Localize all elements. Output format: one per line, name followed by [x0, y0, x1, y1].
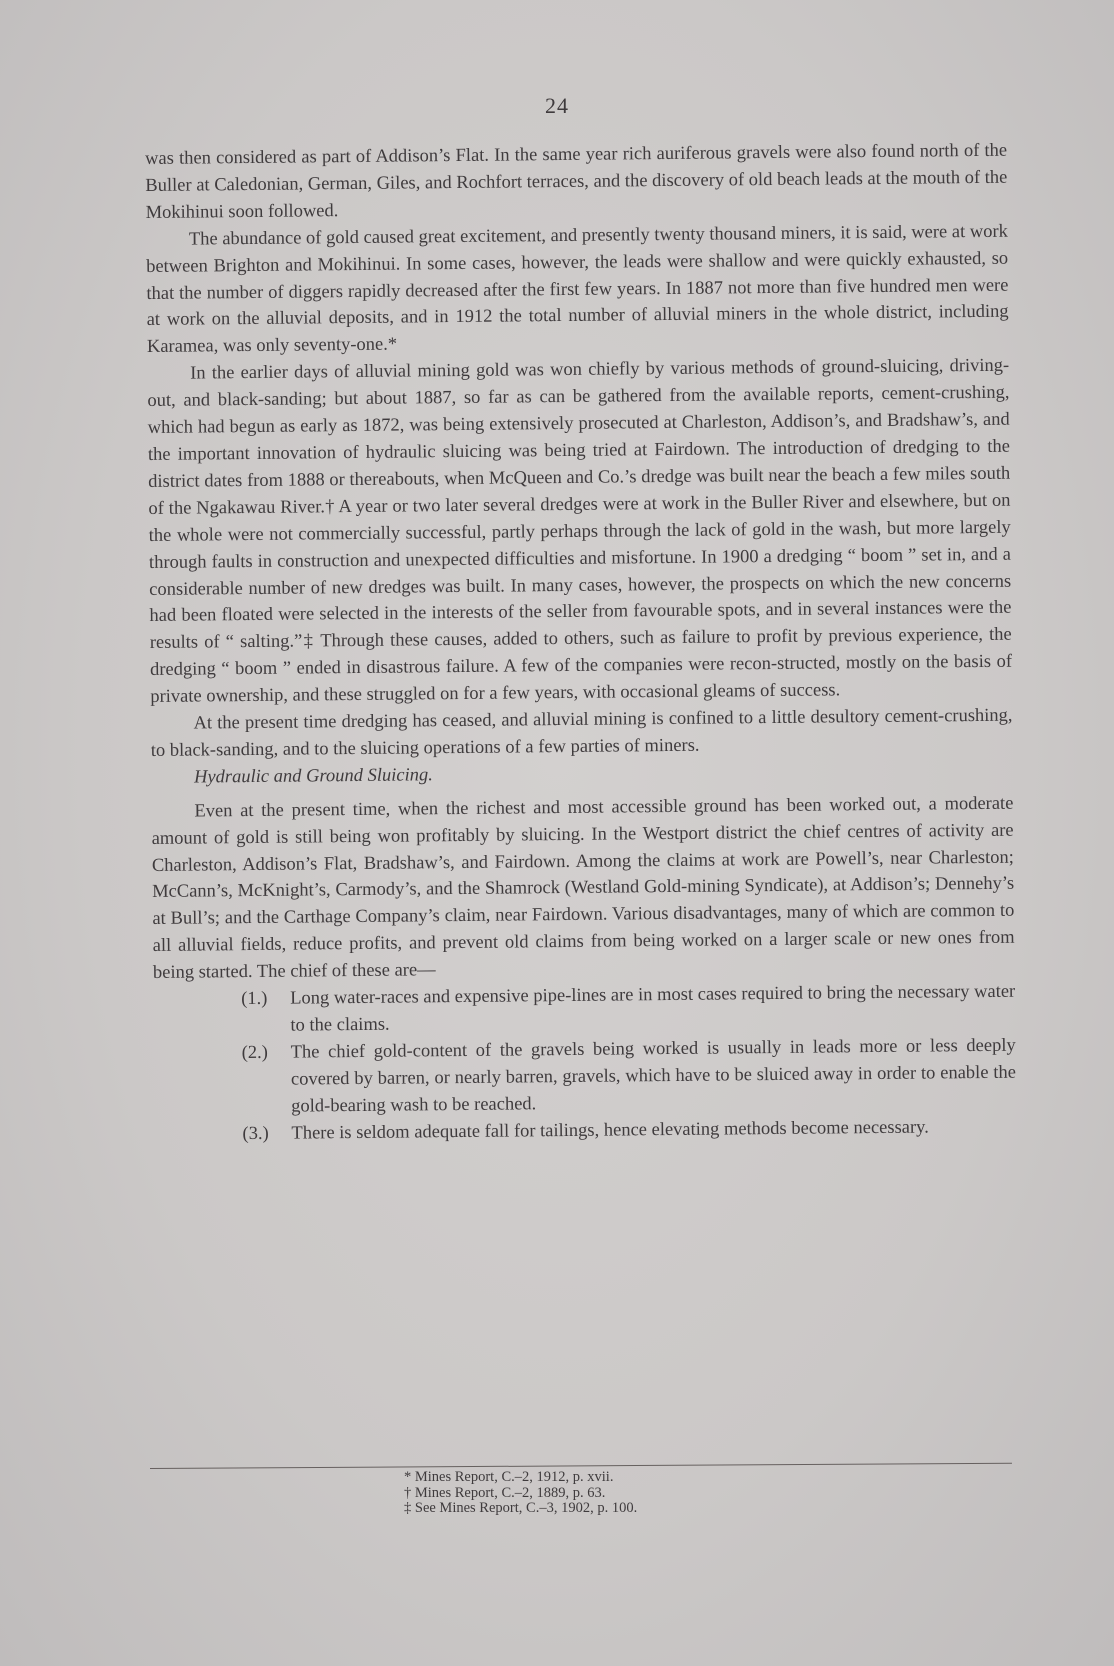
paragraph-3: In the earlier days of alluvial mining gold was won chiefly by various methods of ground-sluicing, driving-out, and black-sanding; but about 1887, so far as can be gathered from the available reports, cement-crushing, which had begun as early as 1872, was being extensively prosecuted at Charleston, Addison’s, and Bradshaw’s, and the important innovation of hydraulic sluicing was being tried at Fairdown. The introduction of dredging to the district dates from 1888 or thereabouts, when McQueen and Co.’s dredge was built near the beach a few miles south of the Ngakawau River.† A year or two later several dredges were at work in the Buller River and elsewhere, but on the whole were not commercially successful, partly perhaps through the lack of gold in the wash, but more largely through faults in construction and unexpected difficulties and misfortune. In 1900 a dredging “ boom ” set in, and a considerable number of new dredges was built. In many cases, however, the prospects on which the new concerns had been floated were selected in the interests of the seller from favourable spots, and in several instances were the results of “ salting.”‡ Through these causes, added to others, such as failure to profit by previous experience, the dredging “ boom ” ended in disastrous failure. A few of the companies were recon-structed, mostly on the basis of private ownership, and these struggled on for a few years, with occasional gleams of success. [147, 355, 1013, 708]
section-heading: Hydraulic and Ground Sluicing. [193, 765, 433, 788]
footnote: ‡ See Mines Report, C.–3, 1902, p. 100. [404, 1500, 638, 1516]
list-item-text: Long water-races and expensive pipe-lines are in most cases required to bring the necessary water to the claims. [290, 981, 1016, 1036]
paragraph-1: was then considered as part of Addison’s Flat. In the same year rich auriferous gravels were also found north of the Buller at Caledonian, German, Giles, and Rochfort terraces, and the discovery of old beach leads at the mouth of the Mokihinui soon followed. [145, 140, 1008, 223]
list-item [153, 979, 1015, 1041]
footnote: * Mines Report, C.–2, 1912, p. xvii. [404, 1469, 614, 1485]
disadvantages-list [153, 979, 1017, 1149]
list-item [154, 1033, 1017, 1122]
footnote: † Mines Report, C.–2, 1889, p. 63. [404, 1484, 606, 1501]
list-item-number: (3.) [242, 1123, 269, 1144]
paragraph-2: The abundance of gold caused great excitement, and presently twenty thousand miners, it is said, were at work between Brighton and Mokihinui. In some cases, however, the leads were shallow and were quickly exhausted, so that the number of diggers rapidly decreased after the first few years. In 1887 not more than five hundred men were at work on the alluvial deposits, and in 1912 the total number of alluvial miners in the whole district, including Karamea, was only seventy-one.* [146, 221, 1009, 358]
paragraph-4: At the present time dredging has ceased, and alluvial mining is confined to a little desultory cement-crushing, to black-sanding, and to the sluicing operations of a few parties of miners. [150, 705, 1013, 761]
list-item-text: There is seldom adequate fall for tailings, hence elevating methods become necessary. [291, 1117, 929, 1144]
body-text [145, 138, 1017, 1149]
list-item-number: (1.) [241, 988, 268, 1010]
page-number: 24 [545, 93, 569, 118]
section-paragraph: Even at the present time, when the richest and most accessible ground has been worked out, a moderate amount of gold is still being won profitably by sluicing. In the Westport district the chief centres of activity are Charleston, Addison’s Flat, Bradshaw’s, and Fairdown. Among the claims at work are Powell’s, near Charleston; McCann’s, McKnight’s, Carmody’s, and the Shamrock (Westland Gold-mining Syndicate), at Addison’s; Dennehy’s at Bull’s; and the Carthage Company’s claim, near Fairdown. Various disadvantages, many of which are common to all alluvial fields, reduce profits, and prevent old claims from being worked on a larger scale or new ones from being started. The chief of these are— [151, 793, 1015, 984]
list-item-text: The chief gold-content of the gravels being worked is usually in leads more or less deeply covered by barren, or nearly barren, gravels, which have to be sluiced away in order to enable the gold-bearing wash to be reached. [290, 1035, 1017, 1117]
list-item-number: (2.) [241, 1042, 269, 1064]
footnotes [404, 1470, 637, 1517]
